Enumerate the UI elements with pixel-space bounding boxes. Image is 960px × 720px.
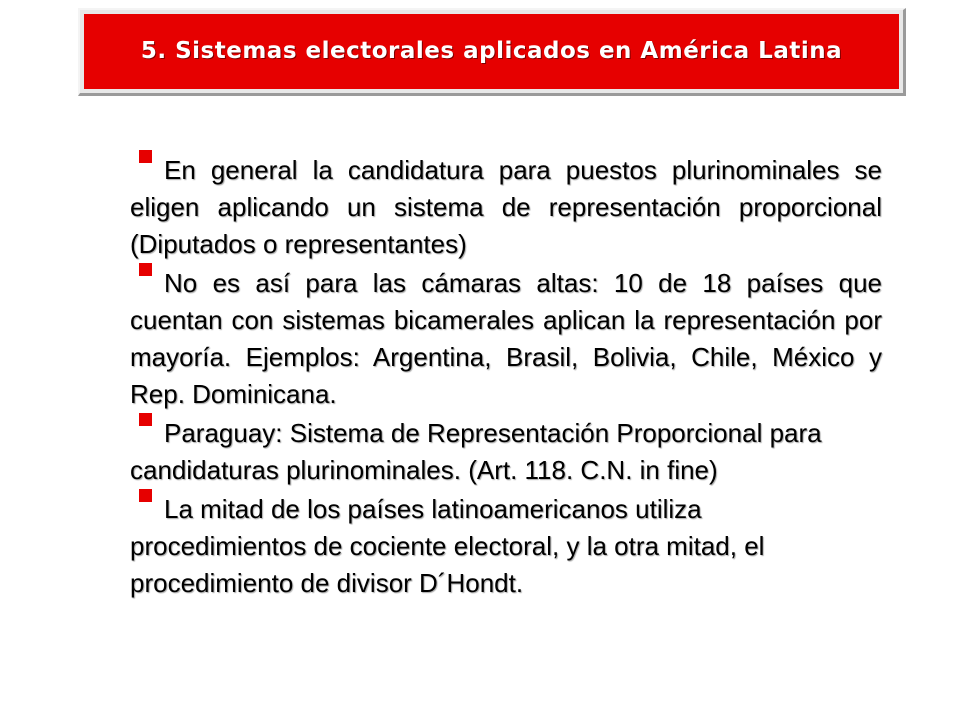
- bullet-item-2: [130, 263, 882, 413]
- red-square-bullet-icon: [139, 413, 152, 426]
- bullet-text-4: La mitad de los países latinoamericanos utiliza procedimientos de cociente electoral, y la otra mitad, el procedimiento de divisor D´Hondt.: [130, 494, 765, 598]
- bullet-list: [130, 150, 882, 602]
- title-frame: [78, 8, 906, 96]
- bullet-text-1: En general la candidatura para puestos plurinominales se eligen aplicando un sistema de representación proporcional (Diputados o representantes): [130, 155, 882, 259]
- bullet-item-4: [130, 489, 882, 602]
- bullet-item-3: [130, 413, 882, 489]
- bullet-text-2: No es así para las cámaras altas: 10 de 18 países que cuentan con sistemas bicamerales aplican la representación por mayoría. Ejemplos: Argentina, Brasil, Bolivia, Chile, México y Rep. Dominicana.: [130, 268, 882, 409]
- title-banner: [84, 14, 899, 89]
- bullet-item-1: [130, 150, 882, 263]
- red-square-bullet-icon: [139, 150, 152, 163]
- slide-title: 5. Sistemas electorales aplicados en América Latina: [140, 38, 843, 64]
- red-square-bullet-icon: [139, 263, 152, 276]
- bullet-text-3: Paraguay: Sistema de Representación Proporcional para candidaturas plurinominales. (Art. 118. C.N. in fine): [130, 418, 822, 485]
- red-square-bullet-icon: [139, 489, 152, 502]
